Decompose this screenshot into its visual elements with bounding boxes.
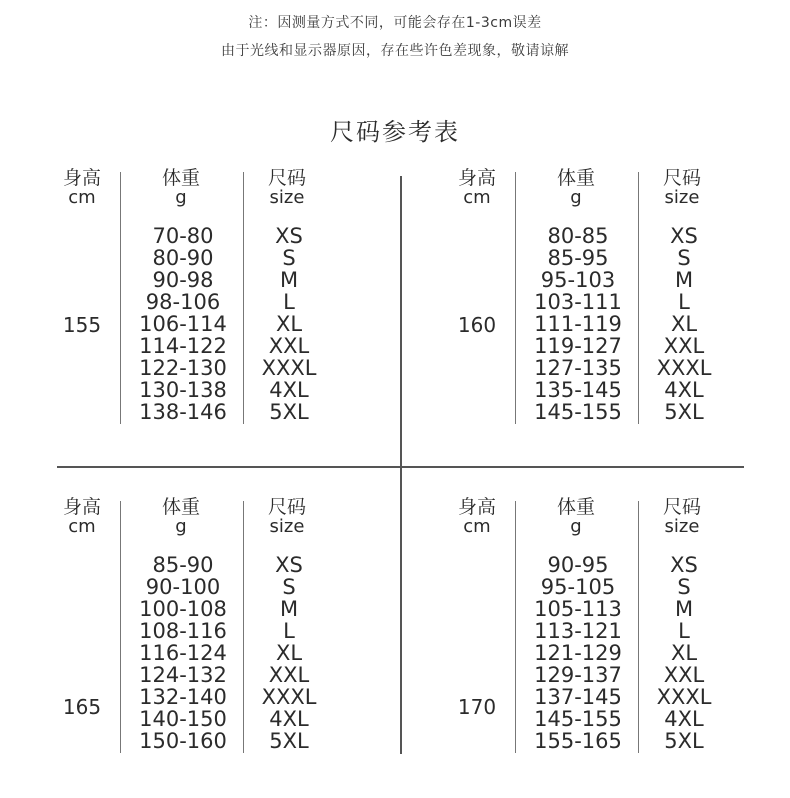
weight-cell: 70-80 — [152, 224, 214, 248]
weight-header — [534, 497, 618, 537]
weight-cell: 130-138 — [139, 378, 227, 402]
weight-header-unit: g — [175, 516, 187, 537]
weight-cell: 90-95 — [547, 553, 609, 577]
size-header-unit: size — [269, 187, 305, 208]
size-cell: XL — [670, 312, 698, 336]
weight-cell: 137-145 — [534, 685, 622, 709]
size-cell: L — [283, 290, 295, 314]
weight-cell: 90-98 — [152, 268, 214, 292]
height-value: 160 — [457, 313, 497, 337]
size-column — [648, 554, 720, 752]
size-header-label: 尺码 — [662, 167, 701, 189]
size-header — [255, 168, 319, 208]
size-cell: XS — [670, 553, 698, 577]
size-cell: XXL — [663, 663, 705, 687]
height-value: 170 — [457, 695, 497, 719]
size-cell: 5XL — [664, 729, 704, 753]
weight-cell: 105-113 — [534, 597, 622, 621]
weight-cell: 85-90 — [152, 553, 214, 577]
size-table-165 — [55, 497, 385, 767]
size-cell: XL — [275, 312, 303, 336]
size-header-label: 尺码 — [267, 496, 306, 518]
vertical-divider — [400, 176, 402, 754]
size-header-unit: size — [269, 516, 305, 537]
size-cell: XXL — [663, 334, 705, 358]
weight-header-unit: g — [570, 187, 582, 208]
weight-cell: 122-130 — [139, 356, 227, 380]
height-header-label: 身高 — [62, 496, 101, 518]
measurement-note: 注：因测量方式不同，可能会存在1-3cm误差 — [248, 15, 542, 31]
size-cell: S — [677, 575, 691, 599]
size-cell: L — [283, 619, 295, 643]
weight-cell: 90-100 — [145, 575, 221, 599]
column-separator — [120, 172, 121, 424]
column-separator — [120, 501, 121, 753]
page-title: 尺码参考表 — [330, 118, 460, 146]
weight-cell: 108-116 — [139, 619, 227, 643]
size-cell: M — [674, 268, 694, 292]
column-separator — [638, 501, 639, 753]
size-cell: XXL — [268, 663, 310, 687]
size-cell: L — [678, 290, 690, 314]
weight-cell: 98-106 — [145, 290, 221, 314]
weight-cell: 129-137 — [534, 663, 622, 687]
size-header — [650, 497, 714, 537]
size-cell: XXXL — [656, 685, 712, 709]
weight-cell: 113-121 — [534, 619, 622, 643]
height-header-label: 身高 — [62, 167, 101, 189]
weight-header-label: 体重 — [161, 167, 200, 189]
size-cell: XXXL — [261, 356, 317, 380]
size-cell: 5XL — [664, 400, 704, 424]
weight-cell: 135-145 — [534, 378, 622, 402]
weight-cell: 124-132 — [139, 663, 227, 687]
size-cell: S — [677, 246, 691, 270]
size-table-155 — [55, 168, 385, 438]
height-header-label: 身高 — [457, 167, 496, 189]
weight-header — [139, 168, 223, 208]
weight-cell: 111-119 — [534, 312, 622, 336]
size-cell: XS — [670, 224, 698, 248]
height-header-unit: cm — [463, 516, 491, 537]
height-value: 155 — [62, 313, 102, 337]
size-column — [253, 554, 325, 752]
weight-cell: 95-105 — [540, 575, 616, 599]
size-header — [650, 168, 714, 208]
weight-column — [526, 554, 630, 752]
weight-cell: 106-114 — [139, 312, 227, 336]
height-header-unit: cm — [68, 187, 96, 208]
size-cell: M — [279, 268, 299, 292]
weight-cell: 145-155 — [534, 400, 622, 424]
height-header-label: 身高 — [457, 496, 496, 518]
size-cell: S — [282, 246, 296, 270]
weight-cell: 80-90 — [152, 246, 214, 270]
size-header — [255, 497, 319, 537]
weight-header-label: 体重 — [556, 496, 595, 518]
weight-cell: 116-124 — [139, 641, 227, 665]
weight-cell: 100-108 — [139, 597, 227, 621]
height-header-unit: cm — [68, 516, 96, 537]
size-cell: XL — [670, 641, 698, 665]
height-header — [450, 168, 504, 208]
column-separator — [243, 172, 244, 424]
weight-header-unit: g — [175, 187, 187, 208]
column-separator — [243, 501, 244, 753]
size-cell: 4XL — [269, 707, 309, 731]
size-header-label: 尺码 — [662, 496, 701, 518]
weight-header — [534, 168, 618, 208]
size-cell: XXXL — [261, 685, 317, 709]
size-cell: 5XL — [269, 729, 309, 753]
weight-header-label: 体重 — [161, 496, 200, 518]
weight-cell: 121-129 — [534, 641, 622, 665]
size-cell: XXL — [268, 334, 310, 358]
weight-column — [526, 225, 630, 423]
size-table-160 — [450, 168, 780, 438]
weight-header-unit: g — [570, 516, 582, 537]
horizontal-divider — [57, 466, 744, 468]
column-separator — [515, 172, 516, 424]
size-cell: XL — [275, 641, 303, 665]
weight-header-label: 体重 — [556, 167, 595, 189]
weight-cell: 114-122 — [139, 334, 227, 358]
size-cell: XS — [275, 224, 303, 248]
weight-cell: 127-135 — [534, 356, 622, 380]
weight-cell: 138-146 — [139, 400, 227, 424]
size-cell: 4XL — [664, 378, 704, 402]
size-cell: S — [282, 575, 296, 599]
size-cell: M — [674, 597, 694, 621]
size-column — [253, 225, 325, 423]
column-separator — [515, 501, 516, 753]
size-table-170 — [450, 497, 780, 767]
weight-cell: 103-111 — [534, 290, 622, 314]
size-column — [648, 225, 720, 423]
size-cell: 4XL — [269, 378, 309, 402]
weight-cell: 145-155 — [534, 707, 622, 731]
size-header-unit: size — [664, 516, 700, 537]
size-cell: XXXL — [656, 356, 712, 380]
weight-header — [139, 497, 223, 537]
column-separator — [638, 172, 639, 424]
weight-column — [131, 225, 235, 423]
height-value: 165 — [62, 695, 102, 719]
weight-cell: 155-165 — [534, 729, 622, 753]
weight-cell: 132-140 — [139, 685, 227, 709]
size-header-unit: size — [664, 187, 700, 208]
weight-cell: 150-160 — [139, 729, 227, 753]
height-header — [450, 497, 504, 537]
size-cell: M — [279, 597, 299, 621]
size-cell: 4XL — [664, 707, 704, 731]
weight-cell: 95-103 — [540, 268, 616, 292]
height-header — [55, 497, 109, 537]
size-cell: L — [678, 619, 690, 643]
weight-column — [131, 554, 235, 752]
color-note: 由于光线和显示器原因，存在些许色差现象，敬请谅解 — [221, 43, 569, 59]
weight-cell: 140-150 — [139, 707, 227, 731]
size-cell: XS — [275, 553, 303, 577]
size-cell: 5XL — [269, 400, 309, 424]
size-header-label: 尺码 — [267, 167, 306, 189]
height-header — [55, 168, 109, 208]
weight-cell: 85-95 — [547, 246, 609, 270]
weight-cell: 80-85 — [547, 224, 609, 248]
height-header-unit: cm — [463, 187, 491, 208]
weight-cell: 119-127 — [534, 334, 622, 358]
